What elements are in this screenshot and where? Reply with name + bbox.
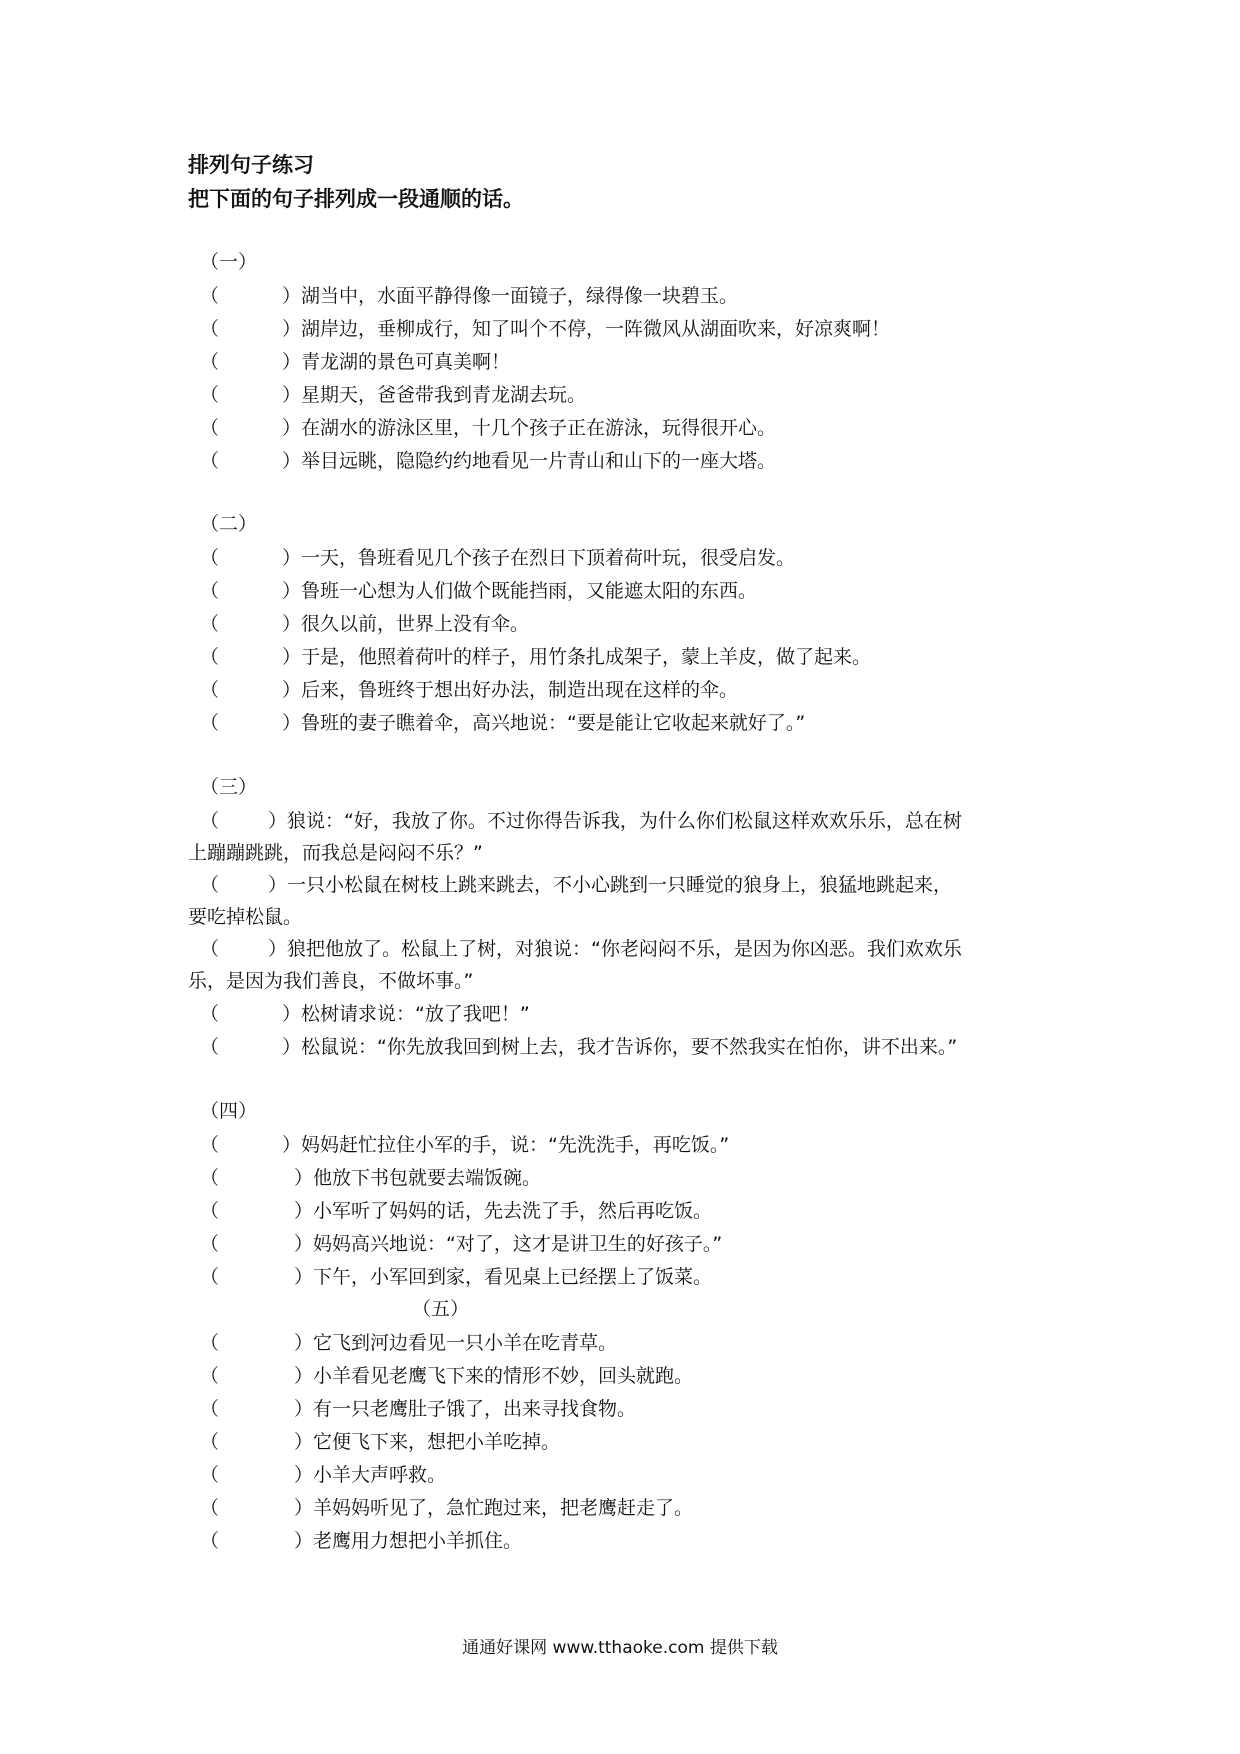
list-item: （ ）举目远眺，隐隐约约地看见一片青山和山下的一座大塔。: [200, 450, 777, 472]
section-label-4: （四）: [200, 1100, 258, 1122]
list-item-continuation: 乐，是因为我们善良，不做坏事。”: [188, 970, 474, 992]
list-item: （ ）星期天，爸爸带我到青龙湖去玩。: [200, 384, 587, 406]
list-item: （ ）于是，他照着荷叶的样子，用竹条扎成架子，蒙上羊皮，做了起来。: [200, 646, 872, 668]
list-item: （ ）下午，小军回到家，看见桌上已经摆上了饭菜。: [200, 1266, 713, 1288]
list-item-continuation: 要吃掉松鼠。: [188, 906, 303, 928]
list-item: （ ）羊妈妈听见了，急忙跑过来，把老鹰赶走了。: [200, 1497, 694, 1519]
list-item: （ ）鲁班一心想为人们做个既能挡雨，又能遮太阳的东西。: [200, 580, 758, 602]
list-item: （ ）狼把他放了。松鼠上了树，对狼说：“你老闷闷不乐，是因为你凶恶。我们欢欢乐: [200, 938, 962, 960]
section-label-2: （二）: [200, 513, 258, 535]
section-label-5: （五）: [412, 1298, 470, 1320]
list-item: （ ）它便飞下来，想把小羊吃掉。: [200, 1431, 561, 1453]
list-item: （ ）妈妈赶忙拉住小军的手，说：“先洗洗手，再吃饭。”: [200, 1134, 730, 1156]
list-item: （ ）很久以前，世界上没有伞。: [200, 613, 530, 635]
list-item: （ ）鲁班的妻子瞧着伞，高兴地说：“要是能让它收起来就好了。”: [200, 712, 806, 734]
list-item: （ ）妈妈高兴地说：“对了，这才是讲卫生的好孩子。”: [200, 1233, 723, 1255]
list-item: （ ）一天，鲁班看见几个孩子在烈日下顶着荷叶玩，很受启发。: [200, 547, 796, 569]
list-item: （ ）后来，鲁班终于想出好办法，制造出现在这样的伞。: [200, 679, 739, 701]
section-label-3: （三）: [200, 776, 258, 798]
list-item: （ ）松树请求说：“放了我吧！”: [200, 1003, 530, 1025]
list-item: （ ）他放下书包就要去端饭碗。: [200, 1167, 542, 1189]
list-item-continuation: 上蹦蹦跳跳，而我总是闷闷不乐？”: [188, 842, 483, 864]
list-item: （ ）湖当中，水面平静得像一面镜子，绿得像一块碧玉。: [200, 285, 739, 307]
list-item: （ ）小羊大声呼救。: [200, 1464, 447, 1486]
list-item: （ ）小军听了妈妈的话，先去洗了手，然后再吃饭。: [200, 1200, 713, 1222]
list-item: （ ）有一只老鹰肚子饿了，出来寻找食物。: [200, 1398, 637, 1420]
footer-credit: 通通好课网 www.tthaoke.com 提供下载: [462, 1638, 778, 1658]
list-item: （ ）狼说：“好，我放了你。不过你得告诉我，为什么你们松鼠这样欢欢乐乐，总在树: [200, 810, 962, 832]
instruction: 把下面的句子排列成一段通顺的话。: [188, 187, 524, 211]
list-item: （ ）一只小松鼠在树枝上跳来跳去，不小心跳到一只睡觉的狼身上，狼猛地跳起来，: [200, 874, 953, 896]
list-item: （ ）它飞到河边看见一只小羊在吃青草。: [200, 1332, 618, 1354]
list-item: （ ）松鼠说：“你先放我回到树上去，我才告诉你，要不然我实在怕你，讲不出来。”: [200, 1036, 958, 1058]
list-item: （ ）在湖水的游泳区里，十几个孩子正在游泳，玩得很开心。: [200, 417, 777, 439]
section-label-1: （一）: [200, 251, 258, 273]
list-item: （ ）小羊看见老鹰飞下来的情形不妙，回头就跑。: [200, 1365, 694, 1387]
list-item: （ ）老鹰用力想把小羊抓住。: [200, 1530, 523, 1552]
list-item: （ ）青龙湖的景色可真美啊！: [200, 351, 511, 373]
page-title: 排列句子练习: [188, 153, 314, 177]
list-item: （ ）湖岸边，垂柳成行，知了叫个不停，一阵微风从湖面吹来，好凉爽啊！: [200, 318, 891, 340]
